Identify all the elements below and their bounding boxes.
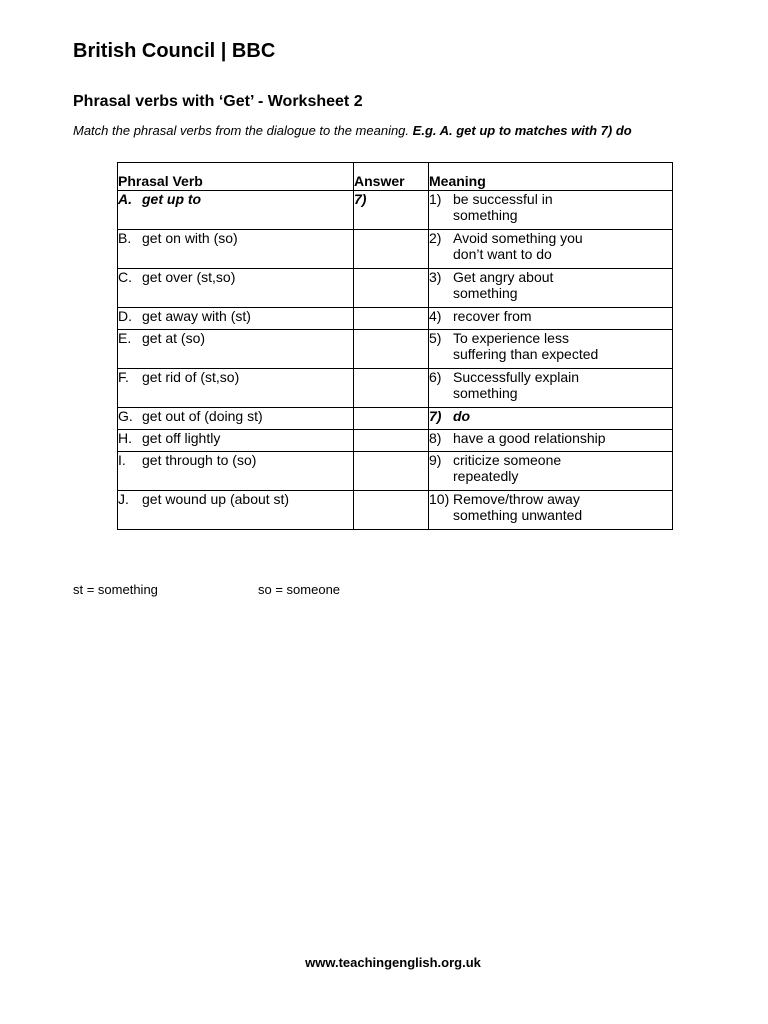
meaning-number: 4)	[429, 308, 442, 324]
meaning-cell	[429, 369, 673, 408]
phrasal-verb-cell	[118, 452, 354, 491]
table-row	[118, 408, 673, 430]
meaning-text	[453, 230, 583, 262]
table-row	[118, 191, 673, 230]
verb-letter: B.	[118, 230, 132, 246]
verb-letter: E.	[118, 330, 132, 346]
meaning-line: have a good relationship	[453, 430, 606, 446]
meaning-line: don’t want to do	[453, 246, 552, 262]
phrasal-verb-cell	[118, 330, 354, 369]
meaning-cell	[429, 408, 673, 430]
meaning-number: 3)	[429, 269, 442, 285]
page-header-title: British Council | BBC	[73, 40, 276, 62]
meaning-line: Get angry about	[453, 269, 554, 285]
phrasal-verb-cell	[118, 430, 354, 452]
answer-cell[interactable]	[354, 430, 429, 452]
meaning-text	[453, 430, 606, 446]
table-row	[118, 430, 673, 452]
meaning-cell	[429, 452, 673, 491]
verb-text: get through to (so)	[142, 452, 257, 468]
meaning-line: recover from	[453, 308, 532, 324]
meaning-number: 5)	[429, 330, 442, 346]
meaning-number: 6)	[429, 369, 442, 385]
table-row	[118, 491, 673, 530]
answer-cell[interactable]: 7)	[354, 191, 429, 230]
meaning-cell	[429, 430, 673, 452]
answer-cell[interactable]	[354, 452, 429, 491]
table-row	[118, 452, 673, 491]
key-so: so = someone	[258, 582, 341, 597]
meaning-number: 8)	[429, 430, 442, 446]
meaning-text	[453, 491, 582, 523]
answer-cell[interactable]	[354, 269, 429, 308]
verb-text: get off lightly	[142, 430, 221, 446]
meaning-line: To experience less	[453, 330, 569, 346]
phrasal-verb-cell	[118, 308, 354, 330]
phrasal-verb-cell	[118, 491, 354, 530]
answer-cell[interactable]	[354, 369, 429, 408]
meaning-line: be successful in	[453, 191, 553, 207]
meaning-line: something unwanted	[453, 507, 583, 523]
answer-cell[interactable]	[354, 408, 429, 430]
table-row	[118, 369, 673, 408]
meaning-line: suffering than expected	[453, 346, 599, 362]
meaning-cell	[429, 491, 673, 530]
meaning-line: something	[453, 207, 518, 223]
verb-text: get out of (doing st)	[142, 408, 263, 424]
verb-text: get over (st,so)	[142, 269, 236, 285]
meaning-number: 7)	[429, 408, 442, 424]
meaning-text	[453, 452, 561, 484]
instruction-text: Match the phrasal verbs from the dialogue to the meaning.	[73, 123, 410, 138]
meaning-number: 10)	[429, 491, 450, 507]
answer-cell[interactable]	[354, 491, 429, 530]
meaning-line: Successfully explain	[453, 369, 580, 385]
phrasal-verb-cell	[118, 269, 354, 308]
instruction-example: E.g. A. get up to matches with 7) do	[412, 123, 632, 138]
phrasal-verb-cell	[118, 230, 354, 269]
matching-table	[117, 162, 673, 530]
meaning-text	[453, 369, 579, 401]
phrasal-verb-cell	[118, 369, 354, 408]
header-phrasal-verb: Phrasal Verb	[118, 163, 354, 191]
meaning-text	[453, 191, 553, 223]
verb-letter: D.	[118, 308, 132, 324]
meaning-line: Avoid something you	[453, 230, 583, 246]
verb-letter: A.	[118, 191, 132, 207]
meaning-cell	[429, 269, 673, 308]
table-row	[118, 269, 673, 308]
answer-cell[interactable]	[354, 330, 429, 369]
verb-letter: F.	[118, 369, 129, 385]
footer-url[interactable]: www.teachingenglish.org.uk	[305, 955, 481, 970]
verb-letter: C.	[118, 269, 132, 285]
verb-text: get at (so)	[142, 330, 206, 346]
key-st: st = something	[73, 582, 158, 597]
meaning-cell	[429, 308, 673, 330]
meaning-text	[453, 308, 532, 324]
meaning-cell	[429, 330, 673, 369]
verb-letter: H.	[118, 430, 132, 446]
verb-text: get on with (so)	[142, 230, 238, 246]
verb-text: get away with (st)	[142, 308, 251, 324]
meaning-line: repeatedly	[453, 468, 519, 484]
verb-text: get rid of (st,so)	[142, 369, 240, 385]
meaning-text	[453, 330, 598, 362]
instructions	[73, 123, 632, 138]
meaning-number: 9)	[429, 452, 442, 468]
meaning-number: 1)	[429, 191, 442, 207]
worksheet-title: Phrasal verbs with ‘Get’ - Worksheet 2	[73, 93, 363, 110]
meaning-number: 2)	[429, 230, 442, 246]
table-header-row	[118, 163, 673, 191]
table-row	[118, 308, 673, 330]
verb-letter: J.	[118, 491, 129, 507]
meaning-line: do	[453, 408, 471, 424]
meaning-line: Remove/throw away	[453, 491, 580, 507]
answer-cell[interactable]	[354, 230, 429, 269]
verb-letter: I.	[118, 452, 126, 468]
meaning-line: something	[453, 385, 518, 401]
table-row	[118, 230, 673, 269]
table-row	[118, 330, 673, 369]
header-meaning: Meaning	[429, 163, 673, 191]
meaning-line: criticize someone	[453, 452, 562, 468]
header-answer: Answer	[354, 163, 429, 191]
phrasal-verb-cell	[118, 191, 354, 230]
verb-letter: G.	[118, 408, 133, 424]
meaning-line: something	[453, 285, 518, 301]
answer-cell[interactable]	[354, 308, 429, 330]
phrasal-verb-cell	[118, 408, 354, 430]
meaning-cell	[429, 191, 673, 230]
verb-text: get wound up (about st)	[142, 491, 290, 507]
meaning-text	[453, 269, 553, 301]
meaning-text	[453, 408, 470, 424]
meaning-cell	[429, 230, 673, 269]
verb-text: get up to	[142, 191, 202, 207]
